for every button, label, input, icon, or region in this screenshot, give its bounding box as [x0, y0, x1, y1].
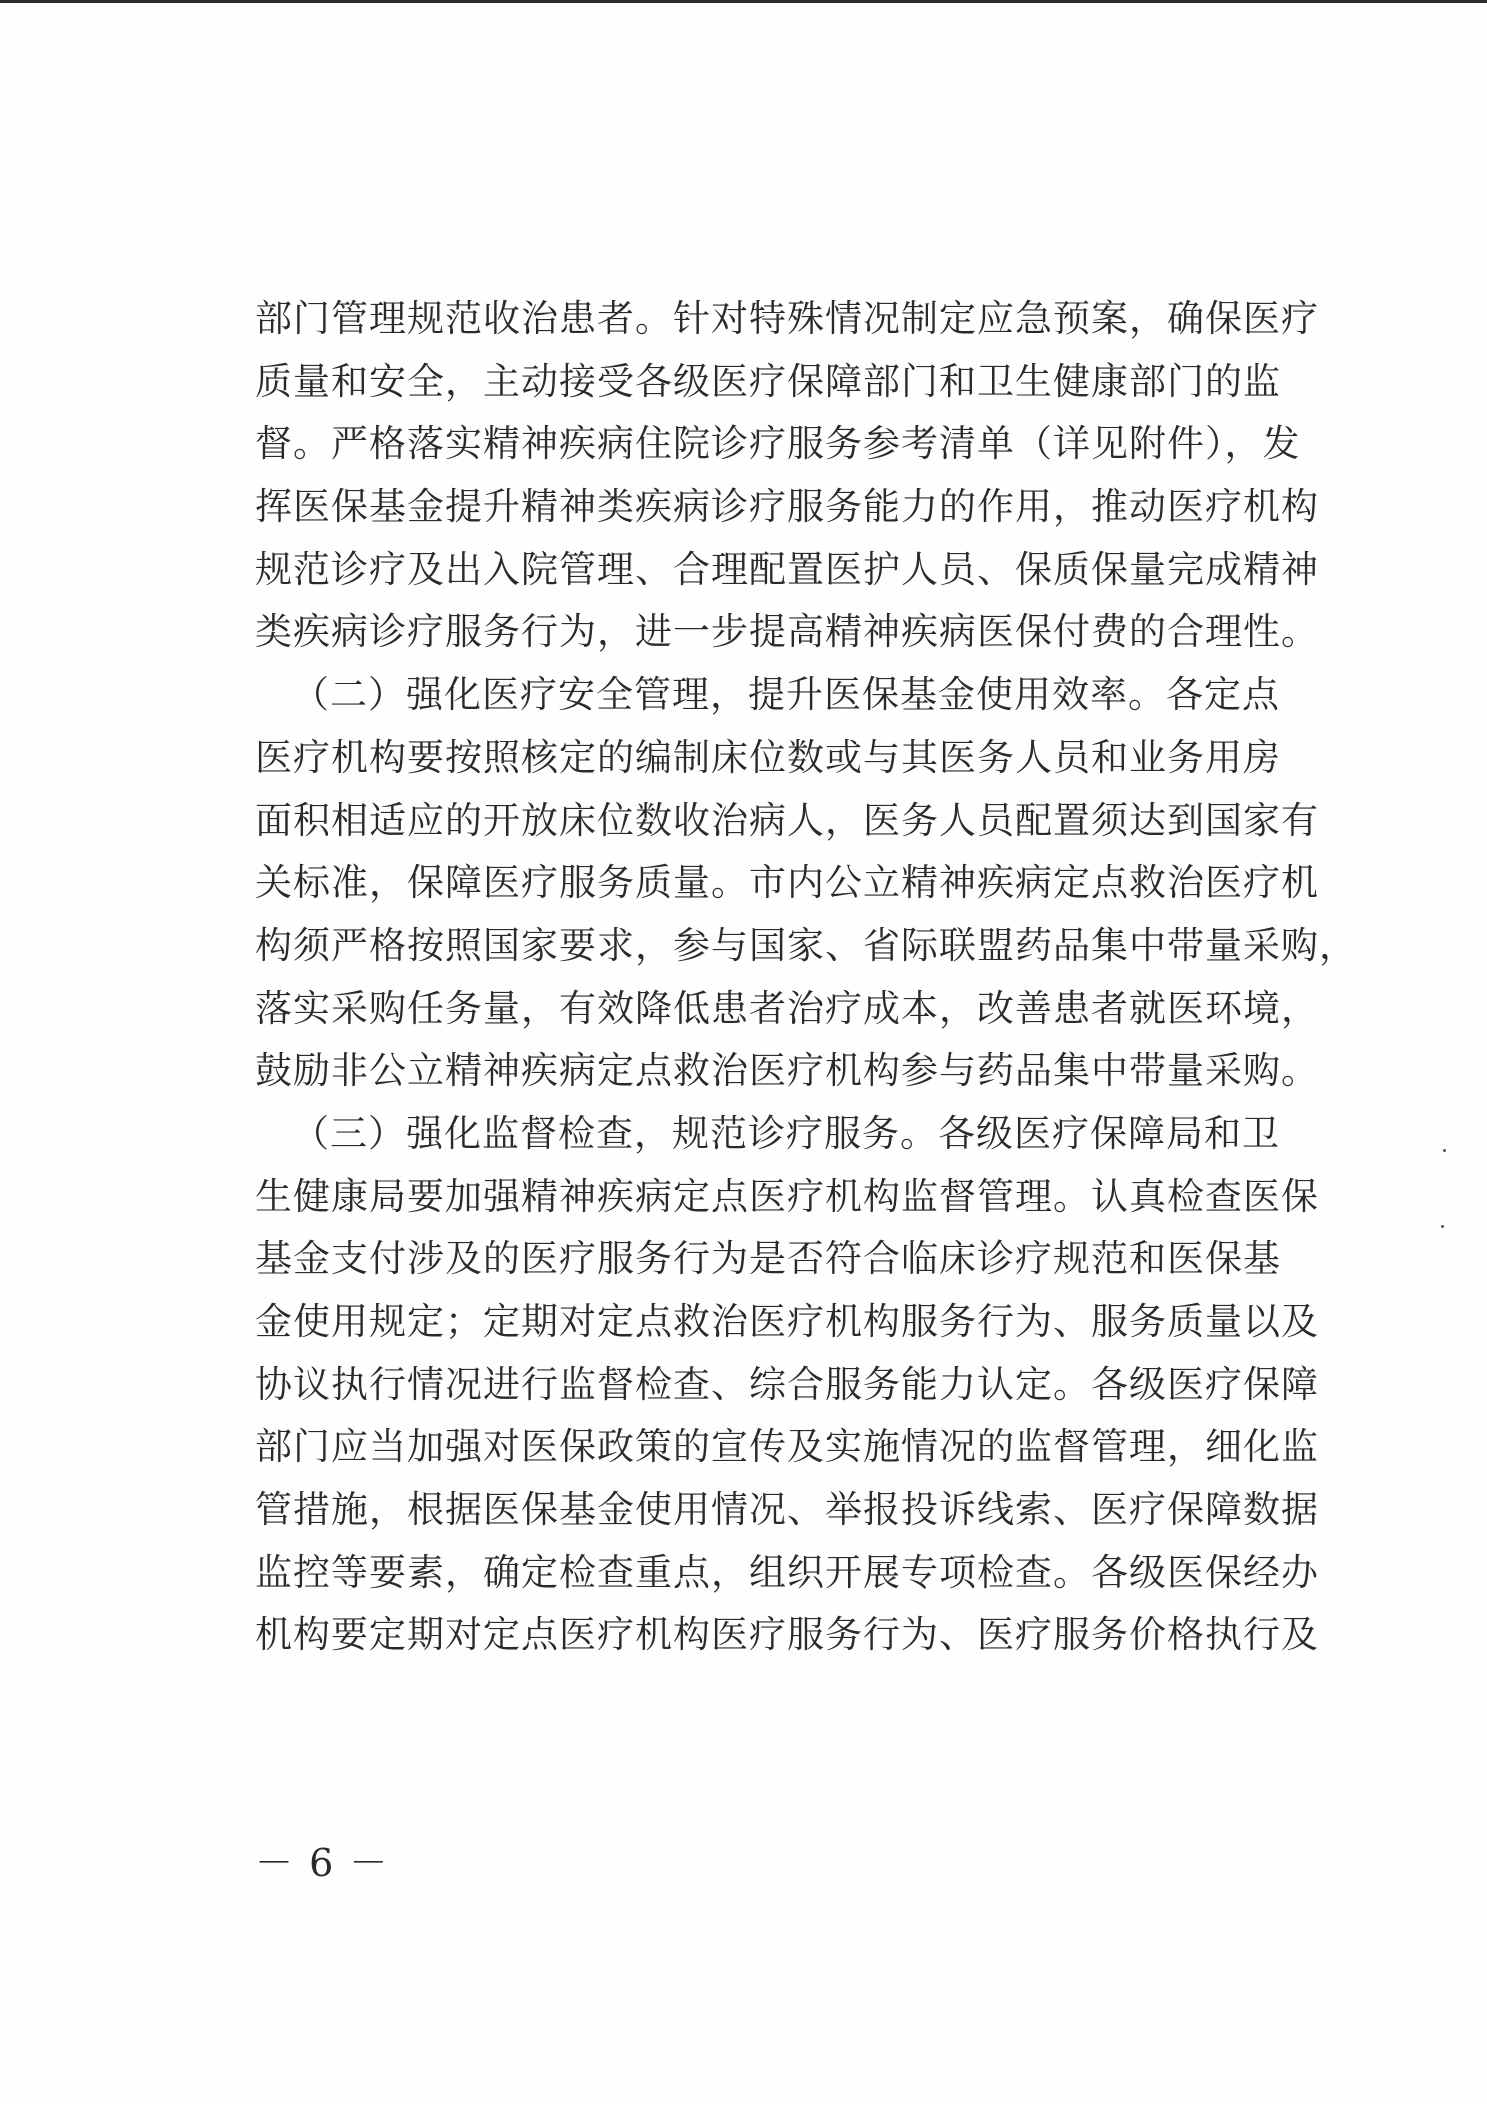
text-line: 规范诊疗及出入院管理、合理配置医护人员、保质保量完成精神	[255, 547, 1319, 591]
text-line: 面积相适应的开放床位数收治病人，医务人员配置须达到国家有	[255, 798, 1319, 842]
text-line: 挥医保基金提升精神类疾病诊疗服务能力的作用，推动医疗机构	[255, 485, 1319, 529]
text-line: 机构要定期对定点医疗机构医疗服务行为、医疗服务价格执行及	[255, 1613, 1319, 1657]
text-line: 协议执行情况进行监督检查、综合服务能力认定。各级医疗保障	[255, 1362, 1319, 1406]
text-line: 部门应当加强对医保政策的宣传及实施情况的监督管理，细化监	[255, 1425, 1319, 1469]
text-line: 督。严格落实精神疾病住院诊疗服务参考清单（详见附件），发	[255, 422, 1301, 466]
text-line: 构须严格按照国家要求，参与国家、省际联盟药品集中带量采购，	[255, 923, 1357, 967]
text-line: 管措施，根据医保基金使用情况、举报投诉线索、医疗保障数据	[255, 1488, 1319, 1532]
text-line: 监控等要素，确定检查重点，组织开展专项检查。各级医保经办	[255, 1550, 1319, 1594]
text-line: 生健康局要加强精神疾病定点医疗机构监督管理。认真检查医保	[255, 1174, 1319, 1218]
document-body	[255, 288, 1357, 1667]
text-line: 类疾病诊疗服务行为，进一步提高精神疾病医保付费的合理性。	[255, 610, 1319, 654]
top-border-line	[0, 0, 1487, 3]
page-number: － 6 －	[255, 1841, 390, 1885]
text-line: 质量和安全，主动接受各级医疗保障部门和卫生健康部门的监	[255, 359, 1281, 403]
scan-speck	[1441, 1225, 1444, 1228]
section-two-heading-line: （二）强化医疗安全管理，提升医保基金使用效率。各定点	[292, 673, 1280, 717]
text-line: 鼓励非公立精神疾病定点救治医疗机构参与药品集中带量采购。	[255, 1049, 1319, 1093]
text-line: 金使用规定；定期对定点救治医疗机构服务行为、服务质量以及	[255, 1300, 1319, 1343]
section-three-heading-line: （三）强化监督检查，规范诊疗服务。各级医疗保障局和卫	[292, 1111, 1280, 1155]
text-line: 医疗机构要按照核定的编制床位数或与其医务人员和业务用房	[255, 735, 1281, 779]
text-line: 落实采购任务量，有效降低患者治疗成本，改善患者就医环境，	[255, 986, 1319, 1030]
scan-speck	[1443, 1149, 1446, 1152]
text-line: 部门管理规范收治患者。针对特殊情况制定应急预案，确保医疗	[255, 297, 1319, 340]
text-line: 关标准，保障医疗服务质量。市内公立精神疾病定点救治医疗机	[255, 861, 1319, 905]
text-line: 基金支付涉及的医疗服务行为是否符合临床诊疗规范和医保基	[255, 1237, 1281, 1281]
